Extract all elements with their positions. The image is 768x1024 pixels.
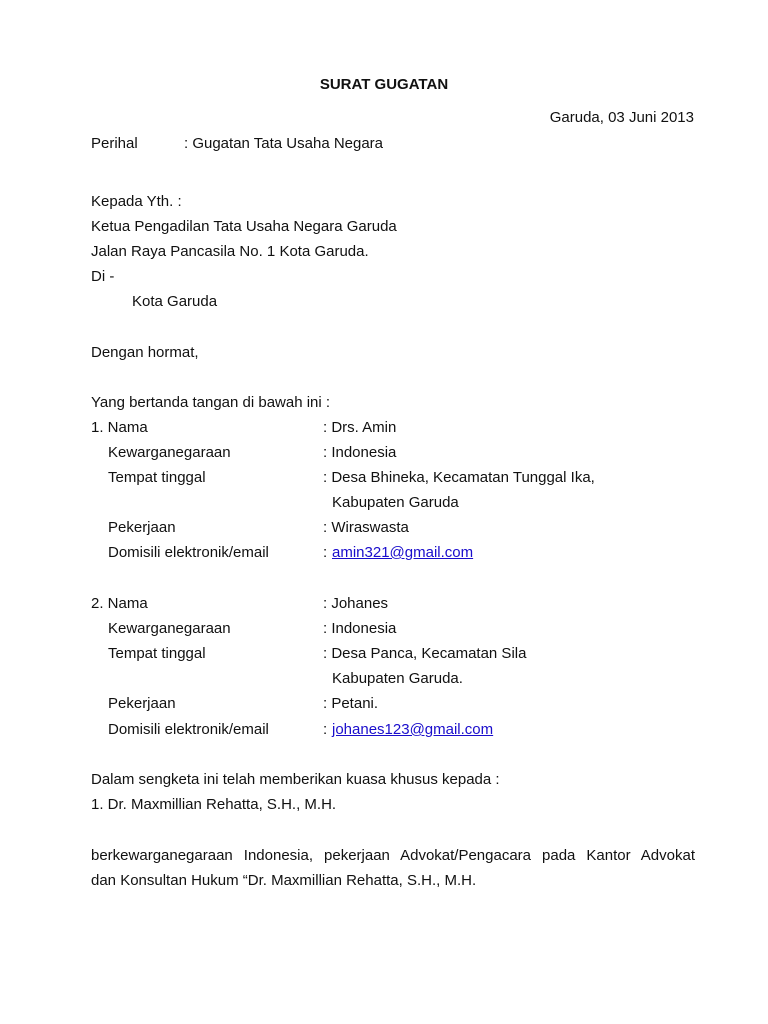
- p1-tt-label: Tempat tinggal: [108, 469, 206, 486]
- p1-pk-label: Pekerjaan: [108, 519, 176, 536]
- p1-email-label: Domisili elektronik/email: [108, 544, 269, 561]
- p1-tt-value-2: Kabupaten Garuda: [332, 494, 459, 511]
- p2-email-link[interactable]: johanes123@gmail.com: [332, 721, 494, 738]
- recipient-address: Jalan Raya Pancasila No. 1 Kota Garuda.: [91, 243, 369, 260]
- p2-nama-value: : Johanes: [323, 595, 389, 612]
- p1-kw-value: : Indonesia: [323, 444, 397, 461]
- p2-tt-value-1: : Desa Panca, Kecamatan Sila: [323, 645, 527, 662]
- letter-title: SURAT GUGATAN: [319, 76, 449, 93]
- p1-pk-value: : Wiraswasta: [323, 519, 409, 536]
- perihal-value: : Gugatan Tata Usaha Negara: [184, 135, 384, 152]
- kuasa-lawyer: 1. Dr. Maxmillian Rehatta, S.H., M.H.: [91, 796, 337, 813]
- p1-nama-label: 1. Nama: [91, 419, 148, 436]
- p2-pk-label: Pekerjaan: [108, 695, 176, 712]
- kuasa-intro: Dalam sengketa ini telah memberikan kuasa khusus kepada :: [91, 771, 500, 788]
- p1-kw-label: Kewarganegaraan: [108, 444, 231, 461]
- p2-kw-value: : Indonesia: [323, 620, 397, 637]
- letter-date: Garuda, 03 Juni 2013: [549, 109, 694, 126]
- recipient-city: Kota Garuda: [132, 293, 218, 310]
- p2-kw-label: Kewarganegaraan: [108, 620, 231, 637]
- recipient-di: Di -: [91, 268, 115, 285]
- p1-email-colon: :: [323, 544, 328, 561]
- p1-tt-value-1: : Desa Bhineka, Kecamatan Tunggal Ika,: [323, 469, 595, 486]
- kuasa-paragraph-line-1: berkewarganegaraan Indonesia, pekerjaan Advokat/Pengacara pada Kantor Advokat: [91, 847, 695, 864]
- p1-nama-value: : Drs. Amin: [323, 419, 397, 436]
- kepada-label: Kepada Yth. :: [91, 193, 182, 210]
- p2-email-colon: :: [323, 721, 328, 738]
- p2-email-label: Domisili elektronik/email: [108, 721, 269, 738]
- p1-email-link[interactable]: amin321@gmail.com: [332, 544, 474, 561]
- p2-tt-label: Tempat tinggal: [108, 645, 206, 662]
- p2-nama-label: 2. Nama: [91, 595, 148, 612]
- intro-text: Yang bertanda tangan di bawah ini :: [91, 394, 331, 411]
- perihal-label: Perihal: [91, 135, 138, 152]
- recipient-name: Ketua Pengadilan Tata Usaha Negara Garuda: [91, 218, 397, 235]
- p2-tt-value-2: Kabupaten Garuda.: [332, 670, 463, 687]
- kuasa-paragraph-line-2: dan Konsultan Hukum “Dr. Maxmillian Rehatta, S.H., M.H.: [91, 872, 477, 889]
- p2-pk-value: : Petani.: [323, 695, 379, 712]
- greeting: Dengan hormat,: [91, 344, 199, 361]
